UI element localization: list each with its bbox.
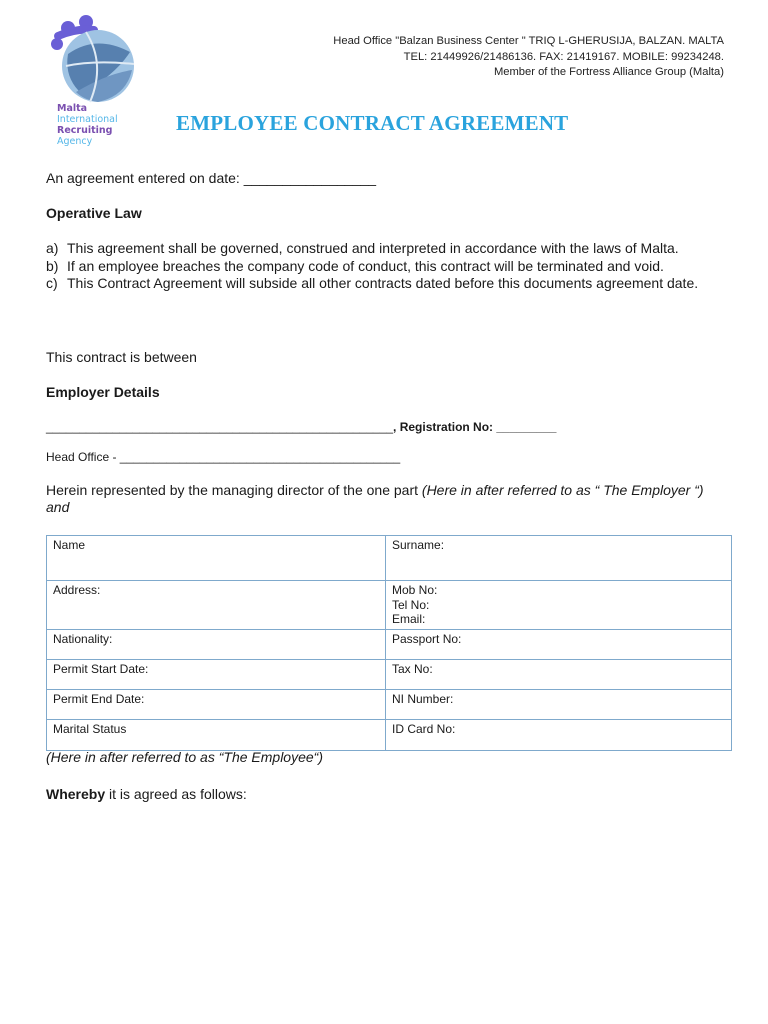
- list-item: [46, 240, 726, 258]
- whereby-bold: Whereby: [46, 786, 106, 802]
- list-item: [46, 275, 726, 293]
- contract-between-line: This contract is between: [46, 349, 197, 365]
- tax-no-cell: Tax No:: [386, 659, 732, 689]
- logo-word-international: International: [57, 114, 118, 125]
- logo-word-malta: Malta: [57, 103, 88, 114]
- employee-reference-line: (Here in after referred to as “The Employee“): [46, 749, 323, 765]
- passport-cell: Passport No:: [386, 629, 732, 659]
- table-row: [47, 659, 732, 689]
- logo-word-recruiting: Recruiting: [57, 125, 113, 136]
- agreement-date-line: An agreement entered on date: _________________: [46, 170, 377, 186]
- surname-cell: Surname:: [386, 536, 732, 581]
- represented-by-text: Herein represented by the managing director of the one part: [46, 482, 422, 498]
- list-item-text: This Contract Agreement will subside all other contracts dated before this documents agreement date.: [67, 275, 699, 291]
- registration-number-blank: , Registration No: _________: [393, 420, 557, 434]
- table-row: [47, 629, 732, 659]
- operative-law-list: [46, 240, 726, 293]
- contact-cell: Mob No: Tel No: Email:: [386, 581, 732, 630]
- list-marker: c): [46, 275, 58, 291]
- list-item: [46, 258, 726, 276]
- employer-name-registration-line: [46, 419, 556, 436]
- table-row: [47, 689, 732, 719]
- head-office-line: Head Office - __________________________________________: [46, 450, 401, 464]
- table-row: [47, 719, 732, 750]
- list-marker: b): [46, 257, 59, 274]
- address-cell: Address:: [47, 581, 386, 630]
- header-address: Head Office "Balzan Business Center " TRIQ L-GHERUSIJA, BALZAN. MALTA: [333, 35, 724, 47]
- list-marker: a): [46, 240, 59, 256]
- permit-start-cell: Permit Start Date:: [47, 659, 386, 689]
- operative-law-heading: Operative Law: [46, 205, 142, 221]
- id-card-cell: ID Card No:: [386, 719, 732, 750]
- list-item-text: If an employee breaches the company code of conduct, this contract will be terminated and void.: [67, 257, 664, 274]
- ni-number-cell: NI Number:: [386, 689, 732, 719]
- header-membership: Member of the Fortress Alliance Group (Malta): [493, 66, 724, 78]
- header-contact-info: [304, 34, 724, 81]
- employer-details-heading: Employer Details: [46, 384, 160, 400]
- represented-by-paragraph: [46, 482, 726, 516]
- whereby-rest: it is agreed as follows:: [105, 786, 247, 802]
- whereby-line: [46, 786, 247, 803]
- nationality-cell: Nationality:: [47, 629, 386, 659]
- table-row: [47, 581, 732, 630]
- header-phones: TEL: 21449926/21486136. FAX: 21419167. MOBILE: 99234248.: [403, 50, 724, 63]
- employer-name-blank: ____________________________________________________: [46, 420, 394, 434]
- employee-details-table: [46, 535, 732, 751]
- logo-word-agency: Agency: [57, 136, 93, 147]
- logo-wordmark: [57, 103, 147, 147]
- document-title: EMPLOYEE CONTRACT AGREEMENT: [176, 111, 569, 135]
- name-cell: Name: [47, 536, 386, 581]
- employer-reference-text: (Here in after referred to as “ The Employer “) and: [46, 482, 704, 515]
- permit-end-cell: Permit End Date:: [47, 689, 386, 719]
- list-item-text: This agreement shall be governed, construed and interpreted in accordance with the laws of Malta.: [67, 240, 679, 256]
- table-row: [47, 536, 732, 581]
- marital-status-cell: Marital Status: [47, 719, 386, 750]
- globe-people-logo-icon: [46, 14, 146, 106]
